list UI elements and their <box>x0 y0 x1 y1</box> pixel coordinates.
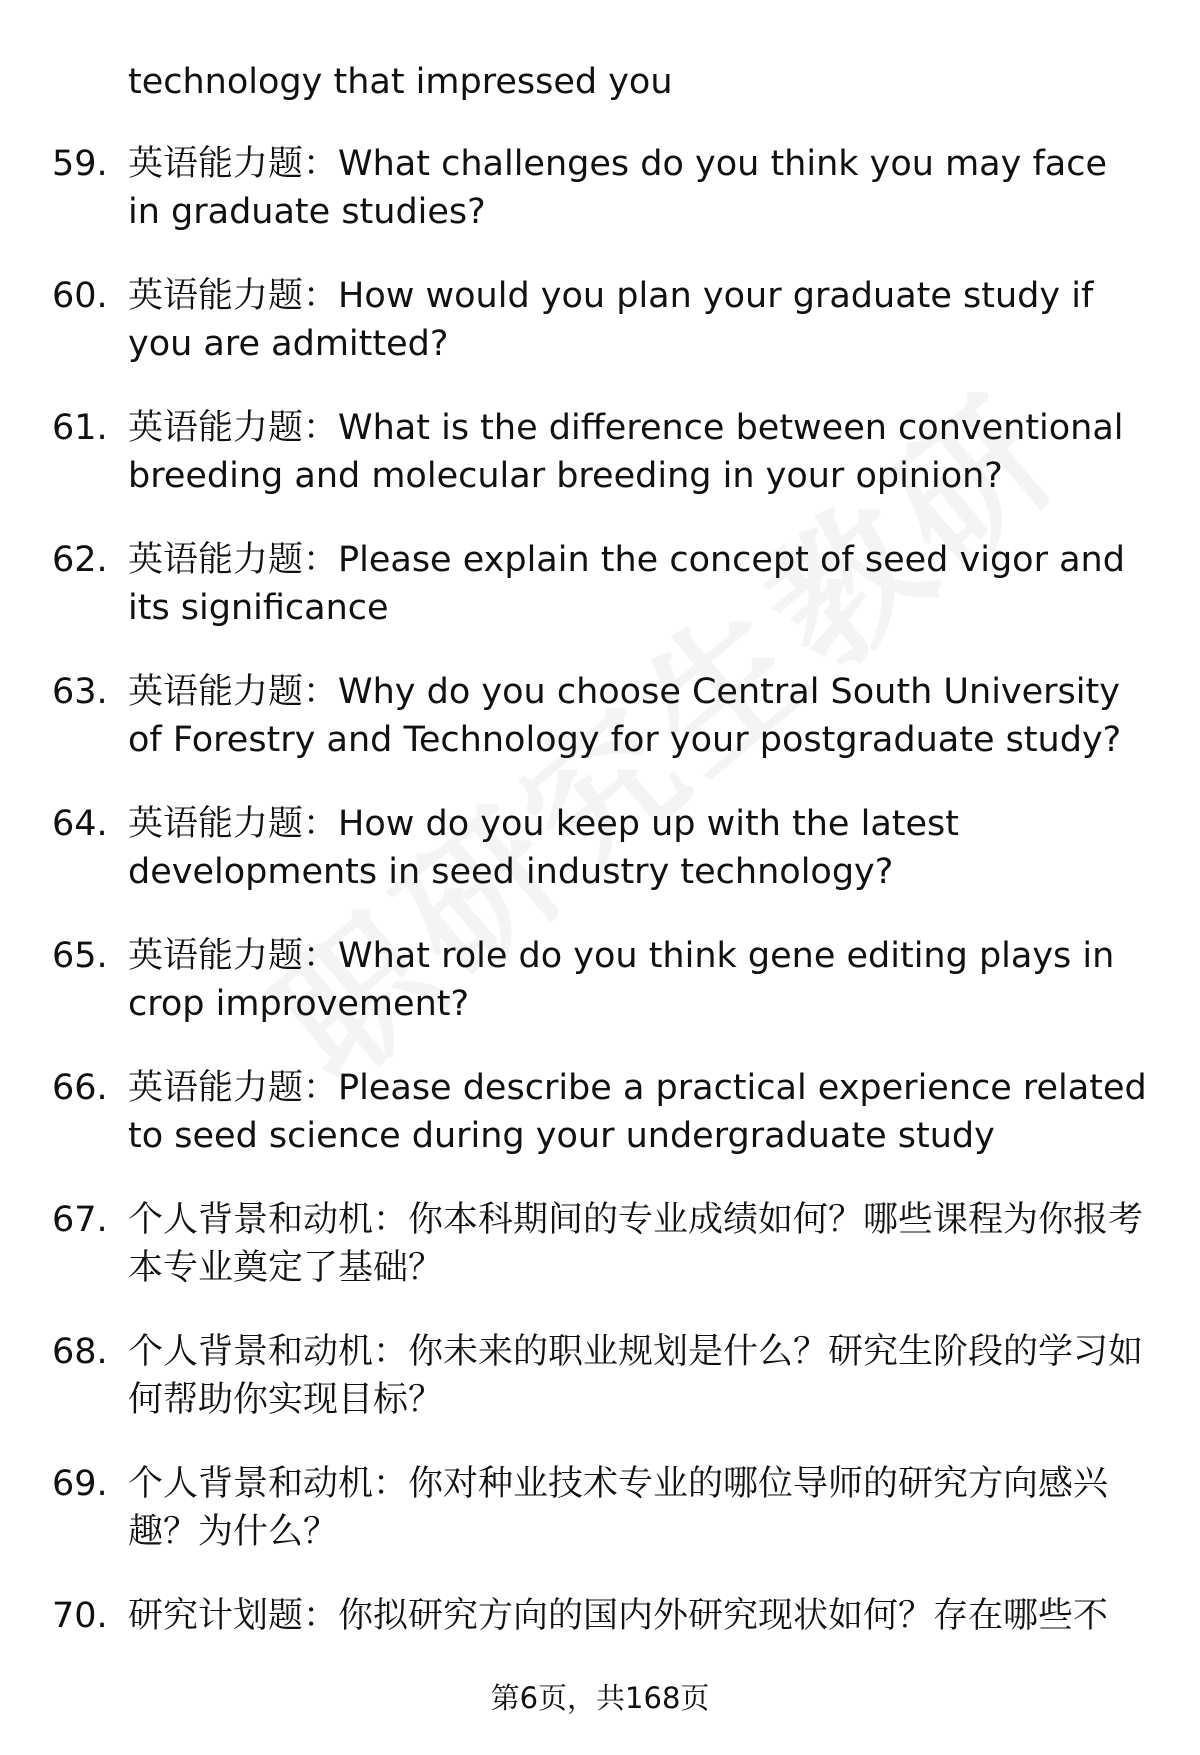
question-number: 64. <box>52 804 108 844</box>
question-number: 62. <box>52 540 108 580</box>
question-category: 英语能力题： <box>128 1068 339 1108</box>
question-category: 英语能力题： <box>128 672 339 712</box>
question-category: 研究计划题： <box>128 1596 339 1636</box>
question-text <box>128 1328 1148 1424</box>
question-number: 61. <box>52 408 108 448</box>
question-number: 67. <box>52 1200 108 1240</box>
question-body: Why do you choose Central South University of Forestry and Technology for your postgraduate study? <box>128 672 1122 760</box>
question-number: 63. <box>52 672 108 712</box>
question-item <box>0 140 1200 272</box>
question-number: 68. <box>52 1332 108 1372</box>
question-category: 个人背景和动机： <box>128 1332 409 1372</box>
question-body: How do you keep up with the latest developments in seed industry technology? <box>128 804 959 892</box>
question-text <box>128 1196 1148 1292</box>
question-text <box>128 272 1148 368</box>
question-body: What challenges do you think you may face in graduate studies? <box>128 144 1108 232</box>
question-item <box>0 932 1200 1064</box>
question-body: 你本科期间的专业成绩如何？哪些课程为你报考本专业奠定了基础？ <box>128 1200 1144 1288</box>
question-text <box>128 1064 1148 1160</box>
question-item <box>0 1460 1200 1592</box>
question-category: 英语能力题： <box>128 804 339 844</box>
question-text <box>128 1592 1148 1640</box>
question-category: 个人背景和动机： <box>128 1464 409 1504</box>
question-body: What role do you think gene editing plays in crop improvement? <box>128 936 1115 1024</box>
question-text <box>128 932 1148 1028</box>
question-number: 59. <box>52 144 108 184</box>
page-footer: 第6页，共168页 <box>490 1681 710 1715</box>
question-category: 英语能力题： <box>128 540 339 580</box>
question-text <box>128 668 1148 764</box>
question-item <box>0 272 1200 404</box>
question-item <box>0 536 1200 668</box>
question-body: Please explain the concept of seed vigor and its significance <box>128 540 1125 628</box>
question-number: 60. <box>52 276 108 316</box>
question-category: 英语能力题： <box>128 276 339 316</box>
question-number: 65. <box>52 936 108 976</box>
question-item <box>0 404 1200 536</box>
question-item <box>0 800 1200 932</box>
question-item <box>0 1196 1200 1328</box>
question-body: 你对种业技术专业的哪位导师的研究方向感兴趣？为什么？ <box>128 1464 1109 1552</box>
question-list <box>0 140 1200 1724</box>
question-item <box>0 1064 1200 1196</box>
question-category: 英语能力题： <box>128 936 339 976</box>
question-body: 你未来的职业规划是什么？研究生阶段的学习如何帮助你实现目标？ <box>128 1332 1144 1420</box>
question-category: 英语能力题： <box>128 408 339 448</box>
question-text <box>128 404 1148 500</box>
question-text <box>128 800 1148 896</box>
question-category: 个人背景和动机： <box>128 1200 409 1240</box>
question-body: How would you plan your graduate study if you are admitted? <box>128 276 1094 364</box>
question-body: Please describe a practical experience related to seed science during your undergraduate study <box>128 1068 1147 1156</box>
continuation-text: technology that impressed you <box>128 62 673 102</box>
question-text <box>128 1460 1148 1556</box>
question-number: 69. <box>52 1464 108 1504</box>
question-number: 66. <box>52 1068 108 1108</box>
question-item <box>0 668 1200 800</box>
question-body: 你拟研究方向的国内外研究现状如何？存在哪些不 <box>338 1596 1109 1636</box>
question-number: 70. <box>52 1596 108 1636</box>
question-category: 英语能力题： <box>128 144 339 184</box>
question-item <box>0 1328 1200 1460</box>
question-text <box>128 140 1148 236</box>
question-body: What is the difference between conventional breeding and molecular breeding in your opinion? <box>128 408 1124 496</box>
question-text <box>128 536 1148 632</box>
